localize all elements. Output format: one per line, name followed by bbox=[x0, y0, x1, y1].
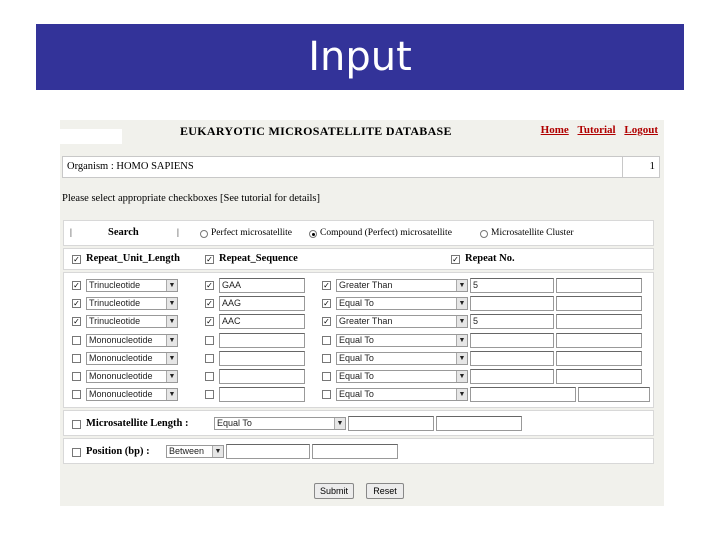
row-unit-checkbox[interactable] bbox=[72, 390, 81, 399]
row-operator-value: Equal To bbox=[339, 389, 374, 400]
row-repeat-no-checkbox[interactable] bbox=[322, 390, 331, 399]
row-unit-select[interactable] bbox=[86, 388, 178, 401]
repeat-no-label: Repeat No. bbox=[465, 253, 515, 264]
row-sequence-input[interactable]: GAA bbox=[219, 278, 305, 293]
row-value2-input[interactable] bbox=[556, 296, 642, 311]
divider bbox=[622, 157, 623, 177]
search-label: Search bbox=[108, 227, 139, 238]
instructions-text: Please select appropriate checkboxes [See tutorial for details] bbox=[62, 193, 321, 204]
nav-logout-link[interactable]: Logout bbox=[624, 124, 658, 136]
microsatellite-length-operator-value: Equal To bbox=[217, 418, 252, 428]
repeat-unit-length-label: Repeat_Unit_Length bbox=[86, 253, 180, 264]
row-value1-input[interactable] bbox=[470, 351, 554, 366]
repeat-unit-length-checkbox[interactable]: ✓ bbox=[73, 255, 80, 264]
row-sequence-checkbox[interactable]: ✓ bbox=[206, 281, 213, 290]
row-sequence-checkbox[interactable]: ✓ bbox=[206, 299, 213, 309]
radio-cluster-label: Microsatellite Cluster bbox=[491, 228, 574, 238]
microsatellite-length-label: Microsatellite Length : bbox=[86, 418, 189, 429]
microsatellite-length-checkbox[interactable] bbox=[72, 420, 81, 429]
row-value2-input[interactable] bbox=[556, 314, 642, 329]
row-unit-checkbox[interactable] bbox=[72, 336, 81, 345]
row-operator-select[interactable] bbox=[336, 315, 468, 328]
row-value1-input[interactable] bbox=[470, 387, 576, 402]
row-unit-value: Trinucleotide bbox=[89, 280, 141, 290]
microsatellite-length-panel bbox=[63, 410, 654, 436]
row-operator-value: Greater Than bbox=[339, 280, 393, 290]
organism-bar bbox=[62, 156, 660, 178]
row-operator-select[interactable] bbox=[336, 334, 468, 347]
chevron-down-icon: ▼ bbox=[456, 353, 467, 364]
row-value1-input[interactable] bbox=[470, 296, 554, 311]
chevron-down-icon: ▼ bbox=[166, 298, 177, 309]
row-unit-select[interactable] bbox=[86, 352, 178, 365]
row-unit-checkbox[interactable]: ✓ bbox=[73, 317, 80, 327]
row-unit-select[interactable] bbox=[86, 297, 178, 310]
microsatellite-length-max-input[interactable] bbox=[436, 416, 522, 431]
organism-count: 1 bbox=[649, 160, 655, 172]
row-repeat-no-checkbox[interactable] bbox=[322, 354, 331, 363]
row-unit-value: Trinucleotide bbox=[89, 298, 141, 309]
row-sequence-input[interactable] bbox=[219, 333, 305, 348]
row-unit-select[interactable] bbox=[86, 279, 178, 292]
position-start-input[interactable] bbox=[226, 444, 310, 459]
row-unit-value: Mononucleotide bbox=[89, 334, 153, 345]
row-sequence-checkbox[interactable] bbox=[205, 354, 214, 363]
nav-home-link[interactable]: Home bbox=[540, 124, 569, 136]
chevron-down-icon: ▼ bbox=[456, 280, 467, 291]
row-operator-select[interactable] bbox=[336, 279, 468, 292]
search-pipe-left: | bbox=[70, 228, 72, 238]
chevron-down-icon: ▼ bbox=[456, 371, 467, 382]
row-value2-input[interactable] bbox=[556, 333, 642, 348]
column-header-panel bbox=[63, 248, 654, 270]
database-form-screenshot bbox=[60, 120, 664, 506]
chevron-down-icon: ▼ bbox=[212, 446, 223, 457]
radio-cluster[interactable] bbox=[480, 230, 488, 238]
database-title: EUKARYOTIC MICROSATELLITE DATABASE bbox=[180, 124, 452, 138]
row-sequence-checkbox[interactable] bbox=[205, 390, 214, 399]
chevron-down-icon: ▼ bbox=[456, 335, 467, 346]
chevron-down-icon: ▼ bbox=[166, 353, 177, 364]
row-unit-value: Trinucleotide bbox=[89, 316, 141, 327]
row-operator-value: Equal To bbox=[339, 371, 374, 381]
row-value2-input[interactable] bbox=[578, 387, 650, 402]
row-unit-select[interactable] bbox=[86, 334, 178, 347]
row-value2-input[interactable] bbox=[556, 351, 642, 366]
chevron-down-icon: ▼ bbox=[166, 335, 177, 346]
position-panel bbox=[63, 438, 654, 464]
row-value2-input[interactable] bbox=[556, 278, 642, 293]
row-value1-input[interactable]: 5 bbox=[470, 278, 554, 293]
row-repeat-no-checkbox[interactable]: ✓ bbox=[323, 317, 330, 327]
submit-button[interactable]: Submit bbox=[314, 483, 354, 499]
row-repeat-no-checkbox[interactable]: ✓ bbox=[323, 281, 330, 290]
chevron-down-icon: ▼ bbox=[456, 389, 467, 400]
row-sequence-input[interactable]: AAC bbox=[219, 314, 305, 329]
position-operator-select[interactable] bbox=[166, 445, 224, 458]
row-sequence-checkbox[interactable]: ✓ bbox=[206, 317, 213, 327]
repeat-sequence-checkbox[interactable]: ✓ bbox=[206, 255, 213, 264]
search-panel bbox=[63, 220, 654, 246]
position-operator-value: Between bbox=[169, 446, 205, 456]
microsatellite-length-operator-select[interactable] bbox=[214, 417, 346, 430]
row-repeat-no-checkbox[interactable] bbox=[322, 372, 331, 381]
chevron-down-icon: ▼ bbox=[456, 298, 467, 309]
microsatellite-length-min-input[interactable] bbox=[348, 416, 434, 431]
row-operator-value: Greater Than bbox=[339, 316, 393, 327]
position-label: Position (bp) : bbox=[86, 446, 150, 457]
row-repeat-no-checkbox[interactable] bbox=[322, 336, 331, 345]
blank-box bbox=[60, 129, 122, 144]
row-sequence-checkbox[interactable] bbox=[205, 336, 214, 345]
row-value2-input[interactable] bbox=[556, 369, 642, 384]
position-checkbox[interactable] bbox=[72, 448, 81, 457]
position-end-input[interactable] bbox=[312, 444, 398, 459]
top-nav bbox=[535, 124, 658, 136]
chevron-down-icon: ▼ bbox=[166, 389, 177, 400]
chevron-down-icon: ▼ bbox=[456, 316, 467, 327]
row-sequence-input[interactable] bbox=[219, 369, 305, 384]
repeat-no-checkbox[interactable]: ✓ bbox=[452, 255, 459, 264]
chevron-down-icon: ▼ bbox=[166, 280, 177, 291]
row-operator-value: Equal To bbox=[339, 334, 374, 345]
chevron-down-icon: ▼ bbox=[166, 316, 177, 327]
nav-tutorial-link[interactable]: Tutorial bbox=[577, 124, 616, 136]
row-value1-input[interactable]: 5 bbox=[470, 314, 554, 329]
row-operator-value: Equal To bbox=[339, 352, 374, 363]
radio-perfect-label: Perfect microsatellite bbox=[211, 228, 292, 238]
row-unit-value: Mononucleotide bbox=[89, 389, 153, 400]
row-unit-checkbox[interactable]: ✓ bbox=[73, 299, 80, 309]
chevron-down-icon: ▼ bbox=[166, 371, 177, 382]
row-sequence-input[interactable] bbox=[219, 351, 305, 366]
row-repeat-no-checkbox[interactable]: ✓ bbox=[323, 299, 330, 309]
row-operator-select[interactable] bbox=[336, 352, 468, 365]
row-sequence-input[interactable]: AAG bbox=[219, 296, 305, 311]
search-pipe-right: | bbox=[177, 228, 179, 238]
chevron-down-icon: ▼ bbox=[334, 418, 345, 429]
row-operator-select[interactable] bbox=[336, 297, 468, 310]
radio-perfect[interactable] bbox=[200, 230, 208, 238]
row-unit-checkbox[interactable] bbox=[72, 372, 81, 381]
row-unit-select[interactable] bbox=[86, 370, 178, 383]
slide-title: Input bbox=[36, 24, 684, 90]
radio-compound-label: Compound (Perfect) microsatellite bbox=[320, 228, 452, 238]
row-unit-select[interactable] bbox=[86, 315, 178, 328]
row-sequence-input[interactable] bbox=[219, 387, 305, 402]
row-unit-checkbox[interactable]: ✓ bbox=[73, 281, 80, 290]
row-sequence-checkbox[interactable] bbox=[205, 372, 214, 381]
repeat-sequence-label: Repeat_Sequence bbox=[219, 253, 298, 264]
row-unit-checkbox[interactable] bbox=[72, 354, 81, 363]
row-unit-value: Mononucleotide bbox=[89, 352, 153, 363]
radio-compound[interactable] bbox=[309, 230, 317, 238]
row-value1-input[interactable] bbox=[470, 333, 554, 348]
organism-label: Organism : HOMO SAPIENS bbox=[67, 161, 194, 172]
row-operator-value: Equal To bbox=[339, 298, 374, 309]
row-operator-select[interactable] bbox=[336, 370, 468, 383]
reset-button[interactable]: Reset bbox=[366, 483, 404, 499]
row-operator-select[interactable] bbox=[336, 388, 468, 401]
criteria-rows-panel bbox=[63, 272, 654, 408]
row-value1-input[interactable] bbox=[470, 369, 554, 384]
row-unit-value: Mononucleotide bbox=[89, 371, 153, 381]
